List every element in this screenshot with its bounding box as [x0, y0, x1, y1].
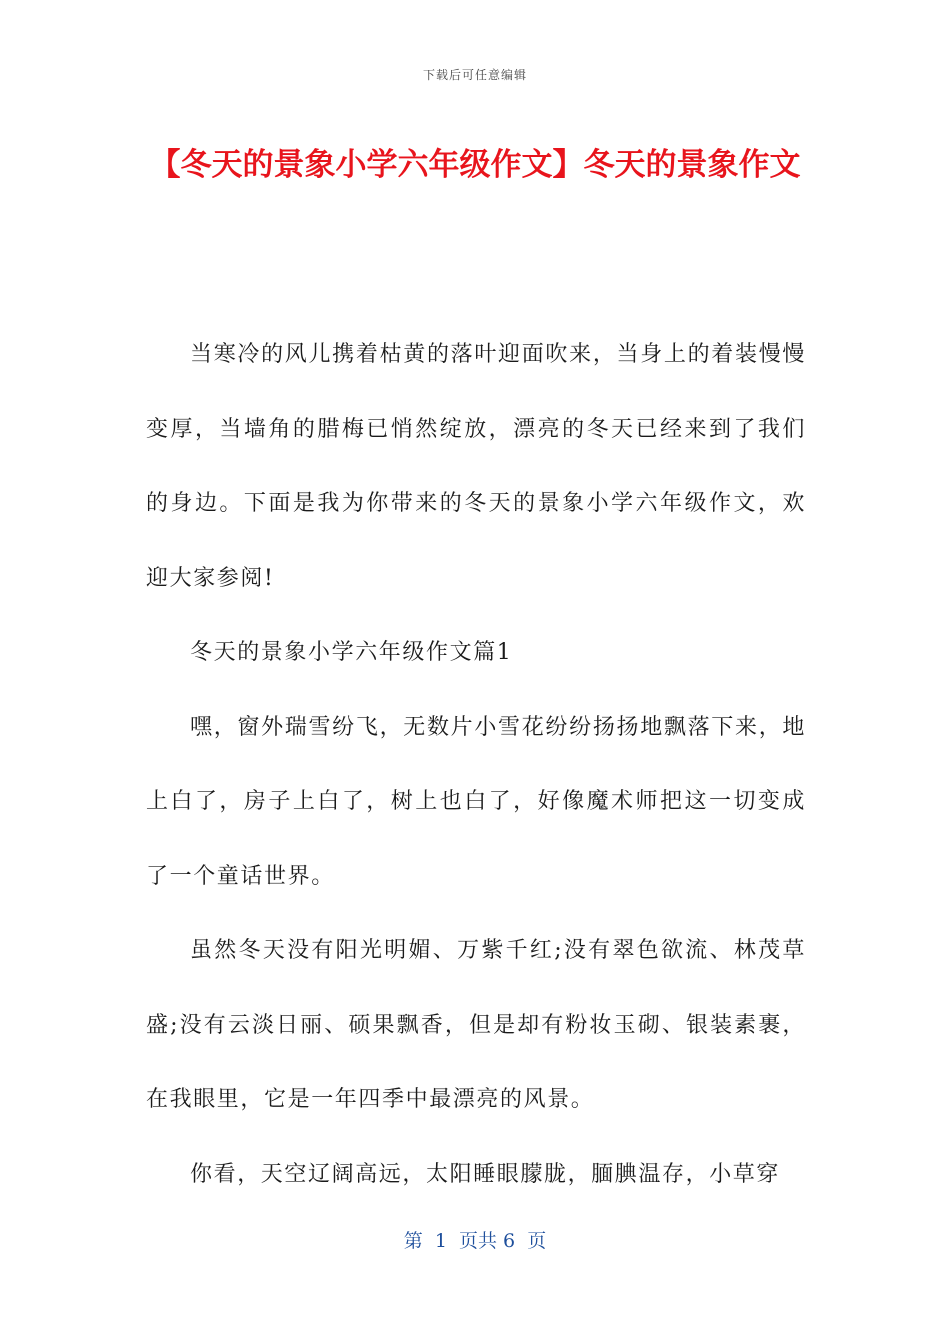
- paragraph: 虽然冬天没有阳光明媚、万紫千红;没有翠色欲流、林茂草盛;没有云淡日丽、硕果飘香，但是却有粉妆玉砌、银装素裹，在我眼里，它是一年四季中最漂亮的风景。: [146, 938, 806, 1112]
- page-header-note: 下载后可任意编辑: [422, 68, 527, 82]
- document-body: [146, 318, 806, 1212]
- paragraph: 你看，天空辽阔高远，太阳睡眼朦胧，腼腆温存，小草穿: [190, 1161, 781, 1187]
- section-heading: 冬天的景象小学六年级作文篇1: [190, 640, 513, 665]
- paragraph: 嘿，窗外瑞雪纷飞，无数片小雪花纷纷扬扬地飘落下来，地上白了，房子上白了，树上也白了，好像魔术师把这一切变成了一个童话世界。: [146, 714, 806, 889]
- page-number-footer: 第 1 页共 6 页: [403, 1230, 547, 1252]
- paragraph-intro: 当寒冷的风儿携着枯黄的落叶迎面吹来，当身上的着装慢慢变厚，当墙角的腊梅已悄然绽放，漂亮的冬天已经来到了我们的身边。下面是我为你带来的冬天的景象小学六年级作文，欢迎大家参阅!: [146, 342, 806, 591]
- document-title: 【冬天的景象小学六年级作文】冬天的景象作文: [149, 147, 801, 183]
